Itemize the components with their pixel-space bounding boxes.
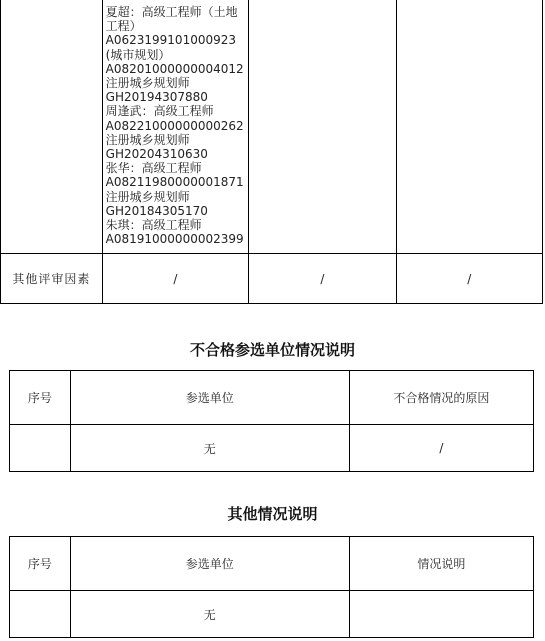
evaluation-table — [0, 0, 543, 304]
personnel-line: GH20184305170 — [105, 203, 208, 218]
table-row — [10, 591, 534, 638]
personnel-line: A08221000000000262 — [105, 118, 244, 133]
personnel-line: 夏超：高级工程师（土地工程） — [105, 5, 238, 34]
cell-unit: 无 — [70, 591, 349, 638]
personnel-line: GH20194307880 — [105, 90, 208, 105]
value-cell: / — [396, 254, 542, 304]
empty-cell — [396, 0, 542, 254]
personnel-line: 注册城乡规划师 — [105, 132, 190, 147]
personnel-line: A0623199101000923(城市规划） — [105, 33, 237, 62]
header-unit: 参选单位 — [70, 371, 349, 425]
section-title-unqualified: 不合格参选单位情况说明 — [189, 341, 355, 359]
personnel-line: A08201000000004012 — [105, 61, 244, 76]
table-header-row — [10, 371, 534, 425]
cell-description — [349, 591, 533, 638]
section-title-other: 其他情况说明 — [227, 505, 318, 523]
personnel-line: A08191000000002399 — [105, 232, 244, 247]
value-cell: / — [102, 254, 249, 304]
personnel-line: 张华：高级工程师 — [105, 161, 202, 176]
personnel-line: 朱琪：高级工程师 — [105, 218, 202, 233]
header-unit: 参选单位 — [70, 537, 349, 591]
table-row — [1, 254, 543, 304]
personnel-line: 周逢武：高级工程师 — [105, 104, 214, 119]
empty-cell — [1, 0, 103, 254]
header-reason: 不合格情况的原因 — [349, 371, 533, 425]
cell-serial — [10, 425, 71, 472]
header-description: 情况说明 — [349, 537, 533, 591]
other-info-table — [9, 536, 534, 638]
other-factors-label: 其他评审因素 — [1, 254, 103, 304]
cell-serial — [10, 591, 71, 638]
cell-unit: 无 — [70, 425, 349, 472]
table-row — [10, 425, 534, 472]
personnel-line: 注册城乡规划师 — [105, 189, 190, 204]
table-header-row — [10, 537, 534, 591]
header-serial: 序号 — [10, 371, 71, 425]
personnel-line: 注册城乡规划师 — [105, 76, 190, 91]
table-row — [1, 0, 543, 254]
personnel-cell — [102, 0, 249, 254]
unqualified-table — [9, 370, 534, 472]
value-cell: / — [249, 254, 396, 304]
personnel-line: GH20204310630 — [105, 147, 208, 162]
personnel-line: A08211980000001871 — [105, 175, 244, 190]
empty-cell — [249, 0, 396, 254]
cell-reason: / — [349, 425, 533, 472]
header-serial: 序号 — [10, 537, 71, 591]
